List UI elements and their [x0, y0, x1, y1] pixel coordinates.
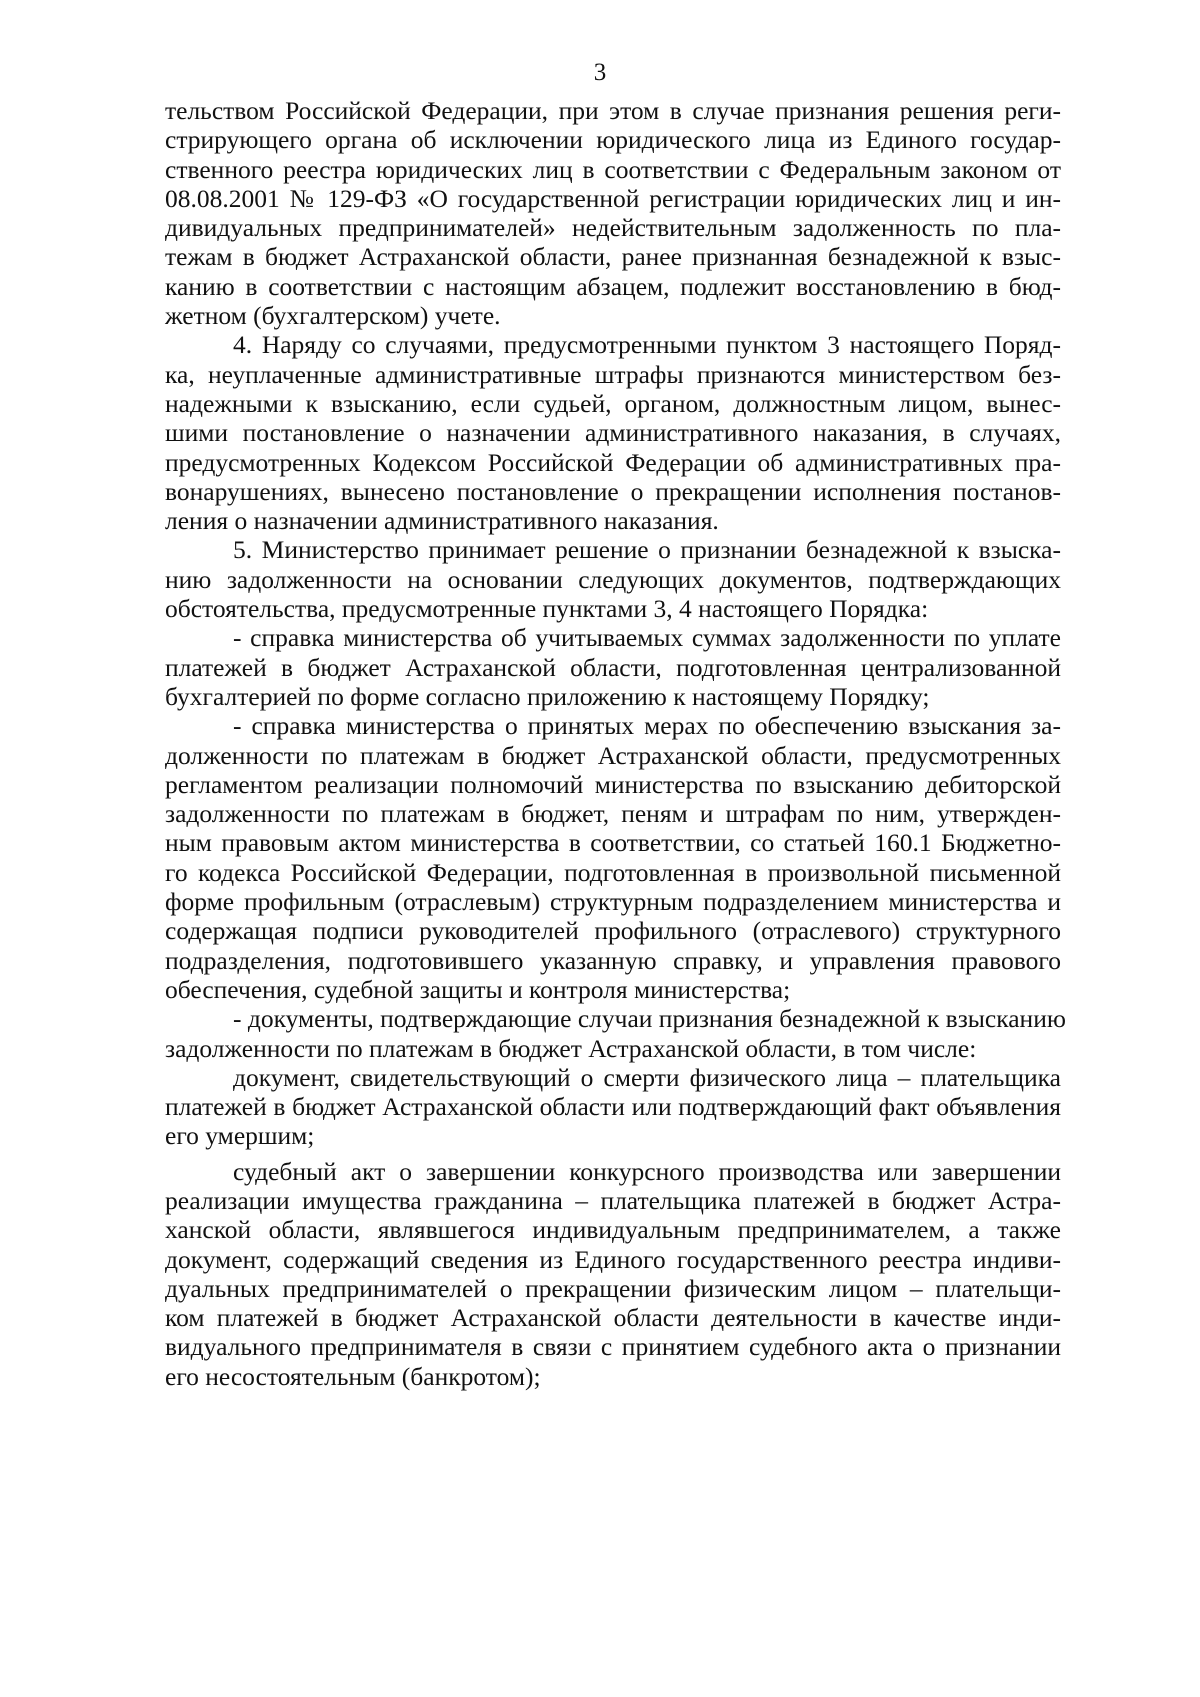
text-line: надежными к взысканию, если судьей, органом, должностным лицом, вынес-	[165, 388, 1061, 418]
text-line: канию в соответствии с настоящим абзацем, подлежит восстановлению в бюд-	[165, 271, 1061, 301]
text-line: его умершим;	[165, 1121, 315, 1151]
text-line: го кодекса Российской Федерации, подготовленная в произвольной письменной	[165, 857, 1061, 887]
text-line: содержащая подписи руководителей профильного (отраслевого) структурного	[165, 916, 1061, 946]
text-line: ком платежей в бюджет Астраханской области деятельности в качестве инди-	[165, 1303, 1061, 1333]
text-line: вонарушениях, вынесено постановление о прекращении исполнения постанов-	[165, 476, 1061, 506]
text-line: 5. Министерство принимает решение о признании безнадежной к взыска-	[233, 535, 1061, 565]
page-number: 3	[593, 59, 607, 86]
paragraph-item-4	[165, 330, 1061, 535]
paragraph	[165, 1157, 1061, 1391]
text-line: дивидуальных предпринимателей» недействительным задолженность по пла-	[165, 213, 1061, 243]
text-line: жетном (бухгалтерском) учете.	[165, 301, 501, 331]
text-line: платежей в бюджет Астраханской области, подготовленная централизованной	[165, 652, 1061, 682]
text-line: 4. Наряду со случаями, предусмотренными пунктом 3 настоящего Поряд-	[233, 330, 1061, 360]
paragraph	[165, 1063, 1061, 1151]
list-item	[165, 623, 1061, 711]
text-line: тежам в бюджет Астраханской области, ранее признанная безнадежной к взыс-	[165, 242, 1061, 272]
list-item	[165, 711, 1061, 1004]
text-line: ханской области, являвшегося индивидуальным предпринимателем, а также	[165, 1215, 1061, 1245]
text-line: ным правовым актом министерства в соответствии, со статьей 160.1 Бюджетно-	[165, 828, 1061, 858]
text-line: задолженности по платежам в бюджет Астраханской области, в том числе:	[165, 1033, 977, 1063]
text-line: ственного реестра юридических лиц в соответствии с Федеральным законом от	[165, 154, 1061, 184]
text-line: стрирующего органа об исключении юридического лица из Единого государ-	[165, 125, 1061, 155]
text-line: регламентом реализации полномочий министерства по взысканию дебиторской	[165, 769, 1061, 799]
text-line: обстоятельства, предусмотренные пунктами 3, 4 настоящего Порядка:	[165, 594, 929, 624]
text-line: нию задолженности на основании следующих документов, подтверждающих	[165, 564, 1061, 594]
text-line: предусмотренных Кодексом Российской Федерации об административных пра-	[165, 447, 1061, 477]
text-line: - документы, подтверждающие случаи признания безнадежной к взысканию	[233, 1004, 1066, 1034]
paragraph-item-5	[165, 535, 1061, 623]
text-line: платежей в бюджет Астраханской области или подтверждающий факт объявления	[165, 1092, 1061, 1122]
text-line: документ, содержащий сведения из Единого государственного реестра индиви-	[165, 1244, 1061, 1274]
text-line: долженности по платежам в бюджет Астраханской области, предусмотренных	[165, 740, 1061, 770]
text-line: - справка министерства о принятых мерах по обеспечению взыскания за-	[233, 711, 1061, 741]
paragraph	[165, 96, 1061, 330]
document-body	[165, 96, 1066, 1391]
text-line: ления о назначении административного наказания.	[165, 506, 719, 536]
text-line: задолженности по платежам в бюджет, пеням и штрафам по ним, утвержден-	[165, 799, 1061, 829]
text-line: видуального предпринимателя в связи с принятием судебного акта о признании	[165, 1332, 1061, 1362]
text-line: тельством Российской Федерации, при этом в случае признания решения реги-	[165, 96, 1061, 125]
text-line: подразделения, подготовившего указанную справку, и управления правового	[165, 945, 1061, 975]
text-line: форме профильным (отраслевым) структурным подразделением министерства и	[165, 887, 1061, 917]
text-line: шими постановление о назначении административного наказания, в случаях,	[165, 418, 1061, 448]
text-line: 08.08.2001 № 129-ФЗ «О государственной регистрации юридических лиц и ин-	[165, 183, 1061, 213]
text-line: обеспечения, судебной защиты и контроля министерства;	[165, 974, 791, 1004]
text-line: судебный акт о завершении конкурсного производства или завершении	[233, 1156, 1061, 1186]
text-line: ка, неуплаченные административные штрафы признаются министерством без-	[165, 359, 1061, 389]
text-line: - справка министерства об учитываемых суммах задолженности по уплате	[233, 623, 1061, 653]
text-line: бухгалтерией по форме согласно приложению к настоящему Порядку;	[165, 681, 930, 711]
list-item	[165, 1004, 1066, 1063]
text-line: дуальных предпринимателей о прекращении физическим лицом – плательщи-	[165, 1273, 1061, 1303]
text-line: его несостоятельным (банкротом);	[165, 1361, 541, 1391]
text-line: реализации имущества гражданина – плательщика платежей в бюджет Астра-	[165, 1185, 1061, 1215]
text-line: документ, свидетельствующий о смерти физического лица – плательщика	[233, 1062, 1061, 1092]
